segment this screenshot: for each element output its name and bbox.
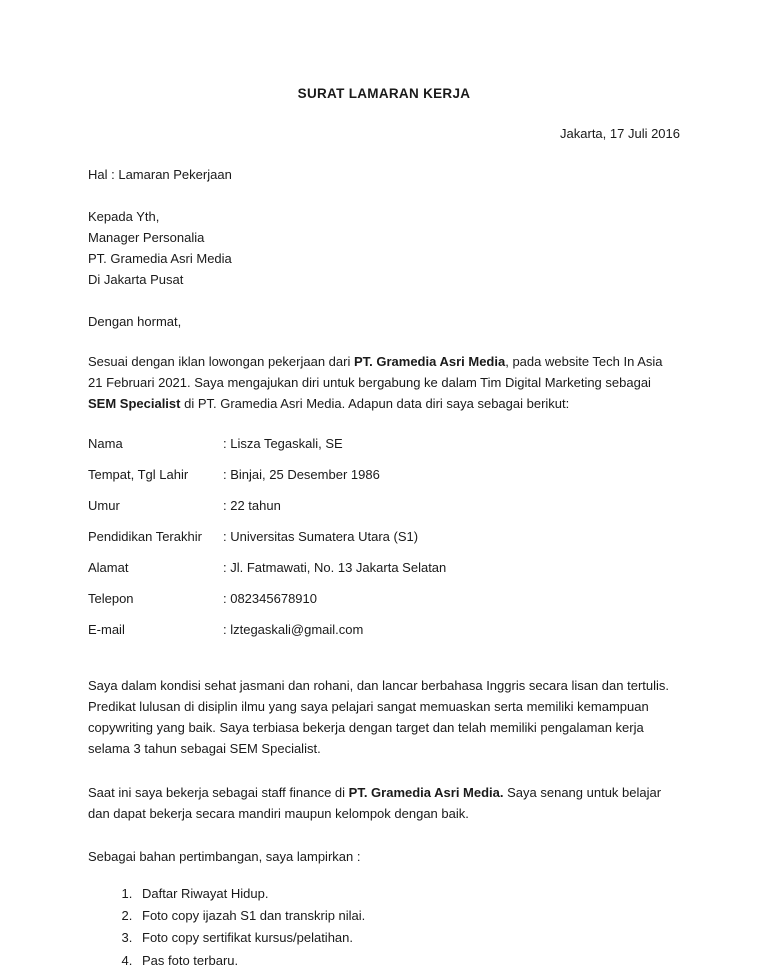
date-line: Jakarta, 17 Juli 2016 [560, 126, 680, 141]
data-value: : Jl. Fatmawati, No. 13 Jakarta Selatan [223, 560, 447, 576]
data-label: Umur [88, 498, 120, 514]
intro-bold-company: PT. Gramedia Asri Media [353, 354, 506, 370]
recipient-line-1: Kepada Yth, [88, 209, 160, 224]
current-job-bold-company: PT. Gramedia Asri Media. [348, 784, 504, 800]
data-label: E-mail [88, 622, 125, 638]
intro-part-1: Sesuai dengan iklan lowongan pekerjaan dari [88, 354, 354, 370]
data-value: : lztegaskali@gmail.com [223, 622, 364, 638]
attachment-intro: Sebagai bahan pertimbangan, saya lampirkan : [88, 848, 361, 864]
data-label: Alamat [88, 560, 129, 576]
table-row [88, 467, 446, 498]
page-title: SURAT LAMARAN KERJA [297, 86, 471, 101]
personal-data-body [88, 436, 446, 653]
table-row [88, 436, 446, 467]
subject-line: Hal : Lamaran Pekerjaan [88, 167, 232, 182]
list-item: 4. Pas foto terbaru. [136, 950, 680, 972]
recipient-line-2: Manager Personalia [88, 230, 205, 246]
data-value: : Universitas Sumatera Utara (S1) [223, 529, 419, 545]
recipient-block [88, 206, 680, 290]
data-value: : 082345678910 [223, 591, 317, 607]
personal-data-table [88, 436, 446, 653]
recipient-line-4: Di Jakarta Pusat [88, 272, 184, 288]
current-job-part-1: Saat ini saya bekerja sebagai staff finance di [88, 784, 349, 800]
intro-paragraph [88, 351, 680, 414]
data-value: : Binjai, 25 Desember 1986 [223, 467, 380, 483]
recipient-line-3: PT. Gramedia Asri Media [88, 251, 232, 267]
table-row [88, 622, 446, 653]
data-label: Tempat, Tgl Lahir [88, 467, 189, 483]
current-job-paragraph [88, 782, 680, 824]
intro-bold-position: SEM Specialist [88, 396, 181, 412]
intro-part-2: , pada website Tech In Asia 21 Februari 2021. Saya mengajukan diri untuk bergabung ke dalam Tim Digital Marketing sebagai [88, 354, 663, 391]
table-row [88, 591, 446, 622]
data-value: : Lisza Tegaskali, SE [223, 436, 343, 452]
table-row [88, 498, 446, 529]
data-value: : 22 tahun [223, 498, 281, 514]
list-item: 1. Daftar Riwayat Hidup. [136, 883, 680, 905]
list-item: 2. Foto copy ijazah S1 dan transkrip nilai. [136, 905, 680, 927]
data-label: Telepon [88, 591, 134, 607]
attachment-list [88, 883, 680, 972]
data-label: Nama [88, 436, 123, 452]
table-row [88, 560, 446, 591]
current-job-part-2: Saya senang untuk belajar dan dapat bekerja secara mandiri maupun kelompok dengan baik. [88, 784, 662, 821]
qualification-paragraph: Saya dalam kondisi sehat jasmani dan rohani, dan lancar berbahasa Inggris secara lisan dan tertulis. Predikat lulusan di disiplin ilmu yang saya pelajari sangat memuaskan serta memiliki kemampuan copywriting yang baik. Saya terbiasa bekerja dengan target dan telah memiliki pengalaman kerja selama 3 tahun sebagai SEM Specialist. [88, 678, 670, 757]
list-item: 3. Foto copy sertifikat kursus/pelatihan. [136, 927, 680, 949]
table-row [88, 529, 446, 560]
intro-part-3: di PT. Gramedia Asri Media. Adapun data diri saya sebagai berikut: [180, 396, 570, 412]
data-label: Pendidikan Terakhir [88, 529, 202, 545]
salutation: Dengan hormat, [88, 314, 182, 330]
